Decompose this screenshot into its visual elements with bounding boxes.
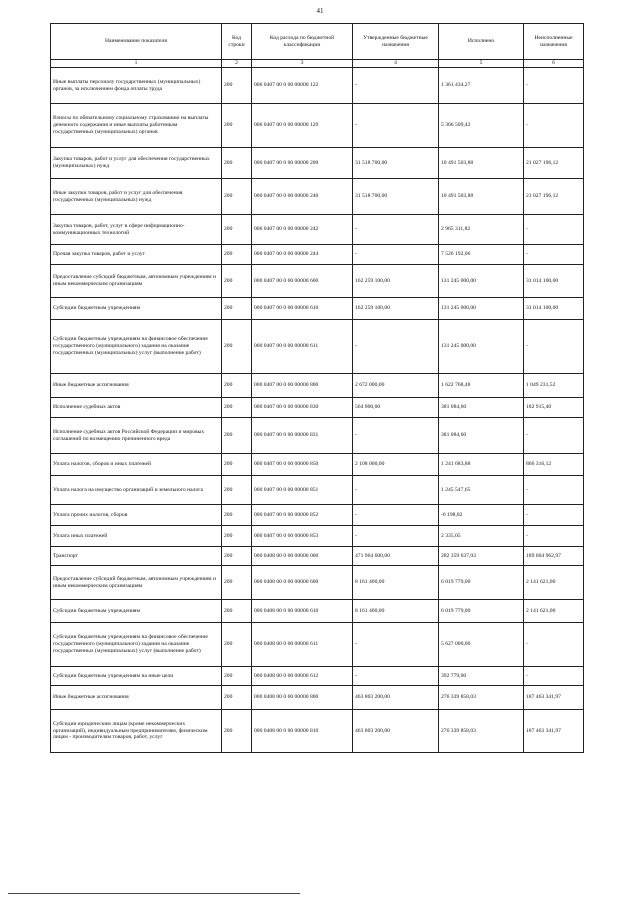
row-budget-classification: 000 0407 00 0 00 00000 853 [252, 526, 353, 547]
row-unexecuted: 866 316,12 [524, 454, 584, 476]
row-budget-classification: 000 0407 00 0 00 00000 600 [252, 265, 353, 298]
row-approved: 31 518 700,00 [353, 179, 439, 215]
table-row [51, 686, 584, 710]
row-name: Исполнение судебных актов Российской Федерации и мировых соглашений по возмещению причиненного вреда [51, 418, 222, 454]
row-unexecuted: 2 141 621,00 [524, 600, 584, 623]
row-name: Субсидии бюджетным учреждениям [51, 600, 222, 623]
row-approved: 162 259 100,00 [353, 265, 439, 298]
row-line-code: 200 [222, 398, 252, 418]
row-executed: 131 245 000,00 [439, 320, 524, 374]
row-approved: - [353, 667, 439, 686]
column-number: 2 [222, 60, 252, 68]
row-budget-classification: 000 0408 00 0 00 00000 600 [252, 566, 353, 600]
row-line-code: 200 [222, 454, 252, 476]
row-approved: 2 108 000,00 [353, 454, 439, 476]
row-name: Иные закупки товаров, работ и услуг для обеспечения государственных (муниципальных) нужд [51, 179, 222, 215]
row-budget-classification: 000 0407 00 0 00 00000 244 [252, 245, 353, 265]
row-budget-classification: 000 0407 00 0 00 00000 611 [252, 320, 353, 374]
row-unexecuted: - [524, 505, 584, 526]
row-approved: - [353, 623, 439, 667]
row-name: Иные выплаты персоналу государственных (муниципальных) органов, за исключением фонда оплаты труда [51, 68, 222, 104]
row-name: Закупка товаров, работ, услуг в сфере информационно-коммуникационных технологий [51, 215, 222, 245]
table-row [51, 566, 584, 600]
row-name: Уплата иных платежей [51, 526, 222, 547]
table-row [51, 710, 584, 753]
row-executed: 6 019 779,00 [439, 566, 524, 600]
table-row [51, 245, 584, 265]
row-name: Предоставление субсидий бюджетным, автономным учреждениям и иным некоммерческим организациям [51, 265, 222, 298]
row-line-code: 200 [222, 148, 252, 179]
header-approved: Утвержденные бюджетные назначения [353, 24, 439, 60]
row-executed: 276 339 858,03 [439, 710, 524, 753]
row-name: Прочая закупка товаров, работ и услуг [51, 245, 222, 265]
table-header-row [51, 24, 584, 60]
column-number-row [51, 60, 584, 68]
row-approved: 162 259 100,00 [353, 298, 439, 320]
row-executed: 6 019 779,00 [439, 600, 524, 623]
row-line-code: 200 [222, 623, 252, 667]
row-executed: 10 491 503,88 [439, 179, 524, 215]
row-unexecuted: - [524, 418, 584, 454]
row-line-code: 200 [222, 265, 252, 298]
row-name: Субсидии бюджетным учреждениям на финансовое обеспечение государственного (муниципального) задания на оказание государственных (муниципальных) услуг (выполнение работ) [51, 623, 222, 667]
row-line-code: 200 [222, 686, 252, 710]
row-name: Иные бюджетные ассигнования [51, 686, 222, 710]
row-budget-classification: 000 0407 00 0 00 00000 129 [252, 104, 353, 148]
row-executed: 131 245 000,00 [439, 265, 524, 298]
row-approved: - [353, 68, 439, 104]
row-unexecuted: - [524, 476, 584, 505]
row-budget-classification: 000 0407 00 0 00 00000 240 [252, 179, 353, 215]
row-executed: 7 526 192,06 [439, 245, 524, 265]
row-approved: - [353, 215, 439, 245]
header-indicator-name: Наименование показателя [51, 24, 222, 60]
table-row [51, 547, 584, 566]
table-row [51, 148, 584, 179]
row-name: Субсидии бюджетным учреждениям [51, 298, 222, 320]
row-budget-classification: 000 0408 00 0 00 00000 800 [252, 686, 353, 710]
table-row [51, 179, 584, 215]
row-executed: 1 361 434,27 [439, 68, 524, 104]
row-name: Закупка товаров, работ и услуг для обеспечения государственных (муниципальных) нужд [51, 148, 222, 179]
row-approved: - [353, 526, 439, 547]
table-row [51, 505, 584, 526]
row-unexecuted: 31 014 100,00 [524, 298, 584, 320]
row-unexecuted: - [524, 526, 584, 547]
row-executed: 5 627 000,00 [439, 623, 524, 667]
table-row [51, 418, 584, 454]
row-approved: 463 803 200,00 [353, 710, 439, 753]
budget-execution-table [50, 23, 584, 753]
row-budget-classification: 000 0407 00 0 00 00000 850 [252, 454, 353, 476]
row-budget-classification: 000 0407 00 0 00 00000 242 [252, 215, 353, 245]
row-approved: 564 000,00 [353, 398, 439, 418]
row-name: Субсидии бюджетным учреждениям на финансовое обеспечение государственного (муниципального) задания на оказание государственных (муниципальных) услуг (выполнение работ) [51, 320, 222, 374]
row-approved: 2 672 000,00 [353, 374, 439, 398]
row-line-code: 200 [222, 245, 252, 265]
row-unexecuted: 21 027 196,12 [524, 179, 584, 215]
row-budget-classification: 000 0407 00 0 00 00000 831 [252, 418, 353, 454]
column-number: 3 [252, 60, 353, 68]
header-unexecuted: Неисполненные назначения [524, 24, 584, 60]
row-unexecuted: 187 463 341,97 [524, 710, 584, 753]
table-row [51, 265, 584, 298]
table-row [51, 298, 584, 320]
row-unexecuted: - [524, 245, 584, 265]
row-executed: 276 339 858,03 [439, 686, 524, 710]
row-line-code: 200 [222, 215, 252, 245]
row-budget-classification: 000 0407 00 0 00 00000 830 [252, 398, 353, 418]
row-executed: 381 084,60 [439, 398, 524, 418]
row-executed: 1 622 768,48 [439, 374, 524, 398]
table-row [51, 215, 584, 245]
row-line-code: 200 [222, 179, 252, 215]
table-row [51, 320, 584, 374]
row-unexecuted: 2 141 621,00 [524, 566, 584, 600]
row-approved: - [353, 505, 439, 526]
table-row [51, 398, 584, 418]
row-name: Уплата налога на имущество организаций и земельного налога [51, 476, 222, 505]
table-row [51, 526, 584, 547]
row-executed: 392 779,00 [439, 667, 524, 686]
column-number: 1 [51, 60, 222, 68]
table-row [51, 600, 584, 623]
column-number: 5 [439, 60, 524, 68]
row-unexecuted: - [524, 104, 584, 148]
table-row [51, 374, 584, 398]
table-body [51, 68, 584, 753]
table-row [51, 667, 584, 686]
row-approved: 471 964 600,00 [353, 547, 439, 566]
row-unexecuted: - [524, 623, 584, 667]
row-approved: - [353, 476, 439, 505]
row-budget-classification: 000 0407 00 0 00 00000 800 [252, 374, 353, 398]
row-executed: 2 335,05 [439, 526, 524, 547]
row-budget-classification: 000 0408 00 0 00 00000 612 [252, 667, 353, 686]
table-row [51, 68, 584, 104]
row-name: Исполнение судебных актов [51, 398, 222, 418]
header-line-code: Код строки [222, 24, 252, 60]
row-budget-classification: 000 0408 00 0 00 00000 810 [252, 710, 353, 753]
row-line-code: 200 [222, 104, 252, 148]
row-budget-classification: 000 0408 00 0 00 00000 610 [252, 600, 353, 623]
row-executed: 10 491 503,88 [439, 148, 524, 179]
row-approved: - [353, 418, 439, 454]
row-executed: 282 359 637,03 [439, 547, 524, 566]
row-approved: - [353, 245, 439, 265]
row-line-code: 200 [222, 418, 252, 454]
row-name: Взносы по обязательному социальному страхованию на выплаты денежного содержания и иные выплаты работникам государственных (муниципальных) органов [51, 104, 222, 148]
row-name: Транспорт [51, 547, 222, 566]
footer-divider [8, 893, 300, 894]
column-number: 4 [353, 60, 439, 68]
row-name: Субсидии юридическим лицам (кроме некоммерческих организаций), индивидуальным предпринимателям, физическим лицам - производителям товаров, работ, услуг [51, 710, 222, 753]
row-unexecuted: - [524, 215, 584, 245]
row-executed: -6 198,82 [439, 505, 524, 526]
row-approved: 31 518 700,00 [353, 148, 439, 179]
row-line-code: 200 [222, 526, 252, 547]
header-executed: Исполнено [439, 24, 524, 60]
row-approved: 8 161 400,00 [353, 600, 439, 623]
row-unexecuted: 182 915,40 [524, 398, 584, 418]
row-line-code: 200 [222, 547, 252, 566]
row-name: Уплата налогов, сборов и иных платежей [51, 454, 222, 476]
row-approved: 8 161 400,00 [353, 566, 439, 600]
row-executed: 131 245 000,00 [439, 298, 524, 320]
row-line-code: 200 [222, 298, 252, 320]
row-unexecuted: - [524, 667, 584, 686]
row-approved: - [353, 104, 439, 148]
row-budget-classification: 000 0407 00 0 00 00000 851 [252, 476, 353, 505]
row-approved: - [353, 320, 439, 374]
row-name: Субсидии бюджетным учреждениям на иные цели [51, 667, 222, 686]
column-number: 6 [524, 60, 584, 68]
row-unexecuted: 31 014 100,00 [524, 265, 584, 298]
row-budget-classification: 000 0407 00 0 00 00000 852 [252, 505, 353, 526]
row-executed: 1 245 547,65 [439, 476, 524, 505]
row-line-code: 200 [222, 476, 252, 505]
row-line-code: 200 [222, 710, 252, 753]
row-unexecuted: 1 049 231,52 [524, 374, 584, 398]
row-line-code: 200 [222, 566, 252, 600]
row-unexecuted: 21 027 196,12 [524, 148, 584, 179]
row-executed: 5 366 509,42 [439, 104, 524, 148]
row-unexecuted: - [524, 68, 584, 104]
row-budget-classification: 000 0407 00 0 00 00000 122 [252, 68, 353, 104]
row-budget-classification: 000 0407 00 0 00 00000 200 [252, 148, 353, 179]
row-approved: 463 803 200,00 [353, 686, 439, 710]
row-unexecuted: 187 463 341,97 [524, 686, 584, 710]
row-name: Уплата прочих налогов, сборов [51, 505, 222, 526]
table-row [51, 476, 584, 505]
row-line-code: 200 [222, 600, 252, 623]
row-line-code: 200 [222, 374, 252, 398]
row-line-code: 200 [222, 667, 252, 686]
row-name: Иные бюджетные ассигнования [51, 374, 222, 398]
table-row [51, 104, 584, 148]
row-line-code: 200 [222, 505, 252, 526]
row-unexecuted: 189 604 962,97 [524, 547, 584, 566]
row-line-code: 200 [222, 68, 252, 104]
header-budget-classification: Код расхода по бюджетной классификации [252, 24, 353, 60]
row-budget-classification: 000 0408 00 0 00 00000 611 [252, 623, 353, 667]
row-name: Предоставление субсидий бюджетным, автономным учреждениям и иным некоммерческим организациям [51, 566, 222, 600]
row-executed: 1 241 683,88 [439, 454, 524, 476]
page-number: 41 [316, 7, 324, 15]
row-executed: 381 084,60 [439, 418, 524, 454]
row-unexecuted: - [524, 320, 584, 374]
row-budget-classification: 000 0407 00 0 00 00000 610 [252, 298, 353, 320]
table-row [51, 454, 584, 476]
row-line-code: 200 [222, 320, 252, 374]
row-budget-classification: 000 0408 00 0 00 00000 000 [252, 547, 353, 566]
table-row [51, 623, 584, 667]
row-executed: 2 965 311,82 [439, 215, 524, 245]
